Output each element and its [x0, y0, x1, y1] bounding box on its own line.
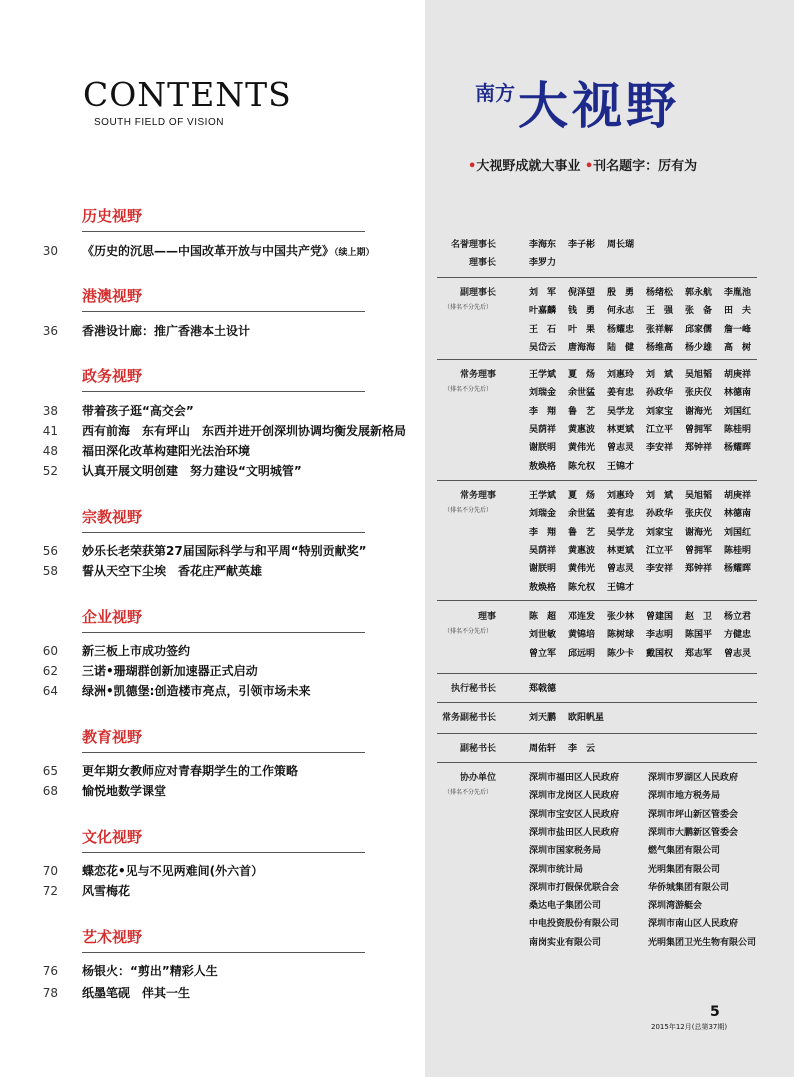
person-name: 刘 军	[529, 288, 557, 298]
toc-page-number: 64	[42, 684, 58, 698]
name-list	[529, 626, 763, 644]
person-name: 欧阳帆星	[568, 713, 605, 723]
toc-page-number: 70	[42, 864, 58, 878]
masthead-note: （排名不分先后）	[444, 507, 493, 514]
person-name: 曾拥军	[685, 424, 713, 435]
toc-entry-title	[82, 462, 302, 480]
toc-page-number: 72	[42, 884, 58, 898]
masthead-role: 理事	[477, 612, 496, 622]
toc-entry[interactable]	[0, 882, 425, 900]
toc-entry-title-text: 三诺•珊瑚群创新加速器正式启动	[82, 664, 258, 678]
toc-entry-title-text: 纸墨笔砚 伴其一生	[82, 986, 191, 1000]
person-name: 詹一峰	[724, 324, 752, 335]
person-name: 夏 炀	[568, 370, 596, 380]
bullet-icon: •	[584, 159, 594, 174]
person-name: 鲁 艺	[568, 406, 596, 417]
person-name: 何永志	[607, 306, 635, 317]
toc-page-number: 60	[42, 644, 58, 658]
section-rule	[82, 311, 365, 312]
person-name: 吴学龙	[607, 406, 635, 417]
person-name: 刘国红	[724, 527, 752, 538]
masthead-role: 名誉理事长	[450, 240, 496, 250]
person-name: 李子彬	[568, 240, 596, 250]
magazine-logo	[470, 78, 730, 140]
person-name: 吴旭韬	[685, 491, 713, 501]
person-name: 郑钟祥	[685, 564, 713, 575]
section-title: 教育视野	[82, 728, 143, 746]
masthead-rule	[437, 359, 757, 360]
person-name: 邱远明	[568, 648, 596, 659]
section-title: 历史视野	[82, 207, 143, 225]
org-name: 桑达电子集团公司	[529, 901, 602, 912]
person-name: 刘天鹏	[529, 713, 557, 723]
section-title: 艺术视野	[82, 928, 143, 946]
person-name: 陈 超	[529, 612, 557, 622]
person-name: 张少林	[607, 612, 635, 622]
section-rule	[82, 231, 365, 232]
person-name: 郑戟德	[529, 684, 557, 694]
toc-entry-title	[82, 562, 262, 580]
person-name: 王学斌	[529, 370, 557, 380]
person-name: 刘惠玲	[607, 491, 635, 501]
masthead-rule	[437, 673, 757, 674]
toc-page-number: 76	[42, 964, 58, 978]
person-name: 赵 卫	[685, 612, 713, 622]
person-name: 谢朕明	[529, 443, 557, 454]
masthead-role: 副理事长	[459, 288, 496, 298]
masthead-role: 常务理事	[459, 491, 496, 501]
section-rule	[82, 391, 365, 392]
person-name: 陈桂明	[724, 424, 752, 435]
person-name: 敖焕格	[529, 461, 557, 472]
section-rule	[82, 852, 365, 853]
person-name: 郑钟祥	[685, 443, 713, 454]
name-list	[529, 403, 763, 421]
person-name: 刘 斌	[646, 370, 674, 380]
person-name: 邱家儒	[685, 324, 713, 335]
toc-entry-title	[82, 782, 166, 800]
person-name: 陆 健	[607, 342, 635, 353]
toc-entry-title-text: 蝶恋花•见与不见两难间(外六首）	[82, 864, 264, 878]
person-name: 姜有忠	[607, 388, 635, 399]
masthead-note: （排名不分先后）	[444, 789, 493, 796]
toc-entry[interactable]	[0, 242, 425, 260]
slogan-part1: 大视野成就大事业	[476, 159, 581, 174]
person-name: 张祥解	[646, 324, 674, 335]
toc-entry[interactable]	[0, 462, 425, 480]
person-name: 谢朕明	[529, 564, 557, 575]
name-list	[529, 366, 763, 384]
bullet-icon: •	[468, 159, 477, 174]
toc-entry-title-text: 福田深化改革构建阳光法治环境	[82, 444, 251, 458]
name-list	[529, 302, 763, 320]
toc-entry-title-text: 风雪梅花	[82, 884, 131, 898]
org-list	[529, 769, 767, 787]
person-name: 胡庚祥	[724, 491, 752, 501]
slogan-part2: 刊名题字：厉有为	[593, 159, 698, 174]
org-list	[529, 915, 767, 933]
name-list	[529, 254, 568, 272]
masthead-role: 执行秘书长	[450, 684, 496, 694]
person-name: 倪泽望	[568, 288, 596, 298]
section-title: 宗教视野	[82, 508, 143, 526]
name-list	[529, 505, 763, 523]
toc-entry-title	[82, 862, 263, 880]
person-name: 郑志军	[685, 648, 713, 659]
person-name: 黄伟光	[568, 564, 596, 575]
name-list	[529, 740, 607, 758]
org-list	[529, 879, 767, 897]
toc-entry-title-text: 更年期女教师应对青春期学生的工作策略	[82, 764, 299, 778]
person-name: 方健忠	[724, 630, 752, 641]
page-number: 5	[710, 1004, 720, 1020]
person-name: 林德南	[724, 509, 752, 520]
person-name: 王锦才	[607, 582, 635, 593]
org-name: 深圳市南山区人民政府	[648, 919, 739, 930]
masthead-rule	[437, 600, 757, 601]
name-list	[529, 339, 763, 357]
section-rule	[82, 952, 365, 953]
name-list	[529, 524, 763, 542]
name-list	[529, 680, 568, 698]
person-name: 刘国红	[724, 406, 752, 417]
person-name: 吴旭韬	[685, 370, 713, 380]
person-name: 陈国平	[685, 630, 713, 641]
toc-page-number: 38	[42, 404, 58, 418]
person-name: 李 翔	[529, 527, 557, 538]
person-name: 江立平	[646, 424, 674, 435]
name-list	[529, 236, 646, 254]
person-name: 李志明	[646, 630, 674, 641]
toc-page-number: 52	[42, 464, 58, 478]
name-list	[529, 542, 763, 560]
toc-page-number: 62	[42, 664, 58, 678]
org-name: 中电投资股份有限公司	[529, 919, 620, 930]
person-name: 杨耀忠	[607, 324, 635, 335]
person-name: 王锦才	[607, 461, 635, 472]
masthead-role: 副秘书长	[459, 744, 496, 754]
org-name: 深圳市宝安区人民政府	[529, 809, 620, 820]
toc-entry-title	[82, 242, 375, 262]
org-list	[529, 897, 767, 915]
person-name: 张 备	[685, 306, 713, 317]
person-name: 陈允权	[568, 582, 596, 593]
toc-entry[interactable]	[0, 662, 425, 680]
person-name: 李 云	[568, 744, 596, 754]
section-title: 企业视野	[82, 608, 143, 626]
toc-entry-title	[82, 682, 310, 700]
name-list	[529, 384, 763, 402]
toc-entry[interactable]	[0, 642, 425, 660]
toc-entry-title-text: 愉悦地数学课堂	[82, 784, 167, 798]
page-title: CONTENTS	[83, 75, 292, 114]
org-name: 深圳市地方税务局	[648, 791, 721, 802]
toc-entry[interactable]	[0, 322, 425, 340]
name-list	[529, 709, 607, 727]
person-name: 夏 炀	[568, 491, 596, 501]
person-name: 陈树球	[607, 630, 635, 641]
person-name: 杨耀晖	[724, 443, 752, 454]
person-name: 林更斌	[607, 545, 635, 556]
org-name: 深圳市打假保优联合会	[529, 882, 620, 893]
person-name: 谢海光	[685, 527, 713, 538]
person-name: 唐海海	[568, 342, 596, 353]
person-name: 叶 果	[568, 324, 596, 335]
org-name: 深圳市坪山新区管委会	[648, 809, 739, 820]
toc-entry-title	[82, 662, 258, 680]
person-name: 姜有忠	[607, 509, 635, 520]
person-name: 郭永航	[685, 288, 713, 298]
person-name: 吴荫祥	[529, 545, 557, 556]
name-list	[529, 458, 646, 476]
toc-entry[interactable]	[0, 782, 425, 800]
toc-entry[interactable]	[0, 562, 425, 580]
org-name: 南岗实业有限公司	[529, 937, 602, 948]
person-name: 刘瑞金	[529, 509, 557, 520]
person-name: 黄伟光	[568, 443, 596, 454]
person-name: 李罗力	[529, 258, 557, 268]
toc-entry[interactable]	[0, 762, 425, 780]
toc-entry-title-text: 带着孩子逛“高交会”	[82, 404, 194, 418]
person-name: 黄锦培	[568, 630, 596, 641]
person-name: 黄惠波	[568, 545, 596, 556]
person-name: 刘世敏	[529, 630, 557, 641]
person-name: 陈桂明	[724, 545, 752, 556]
masthead-role: 协办单位	[459, 773, 496, 783]
toc-entry-title	[82, 542, 366, 560]
masthead-rule	[437, 762, 757, 763]
person-name: 林更斌	[607, 424, 635, 435]
toc-entry[interactable]	[0, 542, 425, 560]
person-name: 曾拥军	[685, 545, 713, 556]
toc-page-number: 36	[42, 324, 58, 338]
masthead-rule	[437, 733, 757, 734]
person-name: 余世猛	[568, 509, 596, 520]
toc-page-number: 65	[42, 764, 58, 778]
org-name: 光明集团卫光生物有限公司	[648, 937, 757, 948]
person-name: 江立平	[646, 545, 674, 556]
person-name: 王学斌	[529, 491, 557, 501]
toc-entry-title-text: 西有前海 东有坪山 东西并进开创深圳协调均衡发展新格局	[82, 424, 407, 438]
person-name: 戴国权	[646, 648, 674, 659]
toc-page-number: 68	[42, 784, 58, 798]
section-rule	[82, 532, 365, 533]
toc-page-number: 58	[42, 564, 58, 578]
person-name: 孙政华	[646, 509, 674, 520]
toc-entry[interactable]	[0, 442, 425, 460]
toc-entry-title-text: 杨银火：“剪出”精彩人生	[82, 964, 218, 978]
toc-page-number: 48	[42, 444, 58, 458]
person-name: 周长瑚	[607, 240, 635, 250]
person-name: 吴荫祥	[529, 424, 557, 435]
name-list	[529, 284, 763, 302]
toc-entry-title	[82, 762, 298, 780]
masthead-role: 常务副秘书长	[441, 713, 496, 723]
org-name: 深圳市罗湖区人民政府	[648, 773, 739, 783]
section-title: 政务视野	[82, 367, 143, 385]
name-list	[529, 487, 763, 505]
person-name: 曾建国	[646, 612, 674, 622]
person-name: 周佑轩	[529, 744, 557, 754]
section-title: 港澳视野	[82, 287, 143, 305]
toc-entry-title	[82, 402, 194, 420]
toc-page-number: 56	[42, 544, 58, 558]
masthead-rule	[437, 702, 757, 703]
person-name: 杨绪松	[646, 288, 674, 298]
person-name: 吴学龙	[607, 527, 635, 538]
person-name: 陈少卡	[607, 648, 635, 659]
name-list	[529, 608, 763, 626]
slogan	[468, 155, 697, 174]
toc-entry-title-text: 认真开展文明创建 努力建设“文明城管”	[82, 464, 302, 478]
issue-info: 2015年12月(总第37期)	[651, 1023, 728, 1031]
name-list	[529, 421, 763, 439]
person-name: 陈允权	[568, 461, 596, 472]
person-name: 敖焕格	[529, 582, 557, 593]
toc-entry[interactable]	[0, 862, 425, 880]
person-name: 李安祥	[646, 443, 674, 454]
person-name: 谢海光	[685, 406, 713, 417]
page-subtitle: SOUTH FIELD OF VISION	[94, 117, 224, 128]
toc-entry-title-text: 妙乐长老荣获第27届国际科学与和平周“特别贡献奖”	[82, 544, 367, 558]
org-name: 燃气集团有限公司	[648, 846, 721, 857]
toc-entry-title	[82, 882, 130, 900]
person-name: 余世猛	[568, 388, 596, 399]
toc-entry-title-text: 香港设计廊：推广香港本土设计	[82, 324, 251, 338]
person-name: 王 石	[529, 324, 557, 335]
person-name: 胡庚祥	[724, 370, 752, 380]
toc-entry[interactable]	[0, 682, 425, 700]
person-name: 张庆仪	[685, 509, 713, 520]
toc-entry-suffix: （续上期）	[334, 248, 375, 258]
name-list	[529, 321, 763, 339]
toc-entry-title-text: 绿洲•凯德堡:创造楼市亮点，引领市场未来	[82, 684, 311, 698]
person-name: 曾志灵	[607, 564, 635, 575]
name-list	[529, 560, 763, 578]
section-rule	[82, 752, 365, 753]
toc-entry[interactable]	[0, 402, 425, 420]
person-name: 刘家宝	[646, 527, 674, 538]
person-name: 李安祥	[646, 564, 674, 575]
masthead-note: （排名不分先后）	[444, 386, 493, 393]
org-name: 深圳湾游艇会	[648, 901, 703, 912]
person-name: 曾立军	[529, 648, 557, 659]
person-name: 李 翔	[529, 406, 557, 417]
name-list	[529, 579, 646, 597]
section-title: 文化视野	[82, 828, 143, 846]
org-list	[529, 824, 767, 842]
person-name: 杨维高	[646, 342, 674, 353]
toc-page-number: 78	[42, 986, 58, 1000]
person-name: 殷 勇	[607, 288, 635, 298]
person-name: 孙政华	[646, 388, 674, 399]
org-list	[529, 787, 767, 805]
person-name: 黄惠波	[568, 424, 596, 435]
person-name: 王 强	[646, 306, 674, 317]
toc-entry-title	[82, 422, 406, 440]
masthead-rule	[437, 480, 757, 481]
person-name: 李海东	[529, 240, 557, 250]
person-name: 吴岱云	[529, 342, 557, 353]
section-rule	[82, 632, 365, 633]
toc-entry[interactable]	[0, 422, 425, 440]
org-name: 深圳市国家税务局	[529, 846, 602, 857]
person-name: 鲁 艺	[568, 527, 596, 538]
org-name: 深圳市大鹏新区管委会	[648, 827, 739, 838]
person-name: 林德南	[724, 388, 752, 399]
toc-page-number: 30	[42, 244, 58, 258]
name-list	[529, 645, 763, 663]
org-list	[529, 806, 767, 824]
person-name: 李胤池	[724, 288, 752, 298]
masthead-note: （排名不分先后）	[444, 628, 493, 635]
person-name: 杨少雄	[685, 342, 713, 353]
org-name: 深圳市统计局	[529, 864, 584, 875]
logo-small-text: 南方	[475, 81, 515, 105]
toc-entry-title	[82, 642, 190, 660]
masthead-rule	[437, 277, 757, 278]
person-name: 高 树	[724, 342, 752, 353]
person-name: 邓连发	[568, 612, 596, 622]
person-name: 曾志灵	[607, 443, 635, 454]
org-name: 华侨城集团有限公司	[648, 882, 730, 893]
person-name: 曾志灵	[724, 648, 752, 659]
toc-entry[interactable]	[0, 984, 425, 1002]
masthead-note: （排名不分先后）	[444, 304, 493, 311]
person-name: 刘惠玲	[607, 370, 635, 380]
name-list	[529, 439, 763, 457]
person-name: 钱 勇	[568, 306, 596, 317]
toc-entry-title-text: 《历史的沉思——中国改革开放与中国共产党》	[82, 244, 335, 258]
person-name: 杨立君	[724, 612, 752, 622]
org-name: 深圳市龙岗区人民政府	[529, 791, 620, 802]
toc-entry-title	[82, 442, 250, 460]
toc-page-number: 41	[42, 424, 58, 438]
person-name: 田 夫	[724, 306, 752, 317]
org-list	[529, 842, 767, 860]
org-name: 深圳市盐田区人民政府	[529, 827, 620, 838]
org-name: 光明集团有限公司	[648, 864, 721, 875]
logo-big-text: 大视野	[518, 76, 680, 135]
org-name: 深圳市福田区人民政府	[529, 773, 620, 783]
org-list	[529, 861, 767, 879]
person-name: 杨耀晖	[724, 564, 752, 575]
toc-entry-title-text: 誓从天空下尘埃 香花庄严献英雄	[82, 564, 263, 578]
toc-entry[interactable]	[0, 962, 425, 980]
person-name: 刘家宝	[646, 406, 674, 417]
toc-entry-title	[82, 322, 250, 340]
toc-entry-title-text: 新三板上市成功签约	[82, 644, 191, 658]
person-name: 刘 斌	[646, 491, 674, 501]
masthead-role: 常务理事	[459, 370, 496, 380]
toc-entry-title	[82, 984, 190, 1002]
person-name: 叶嘉麟	[529, 306, 557, 317]
toc-entry-title	[82, 962, 218, 980]
org-list	[529, 934, 767, 952]
masthead-role: 理事长	[468, 258, 496, 268]
person-name: 刘瑞金	[529, 388, 557, 399]
person-name: 张庆仪	[685, 388, 713, 399]
